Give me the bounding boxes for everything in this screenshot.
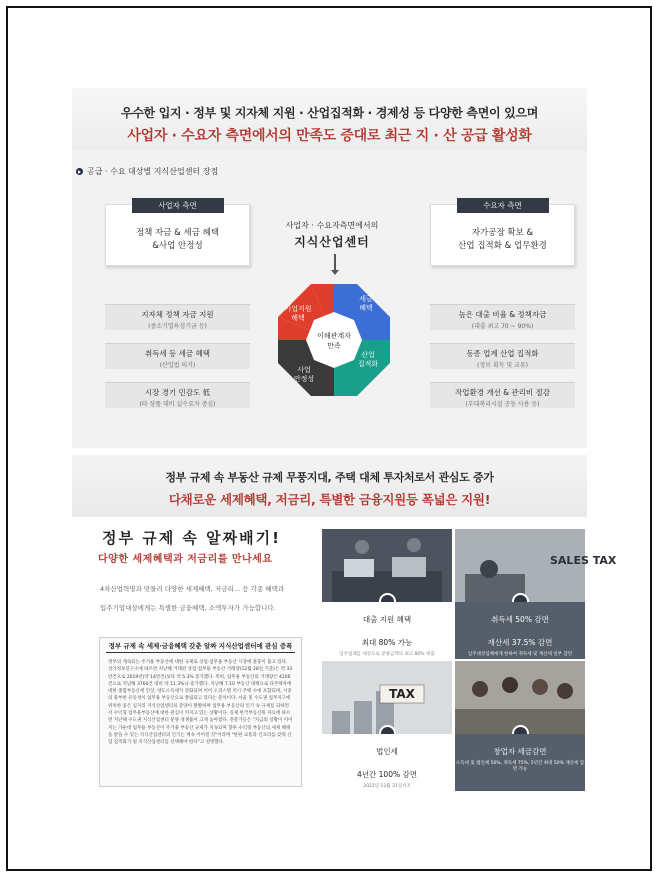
octagon-br-line-2: 집적화 [357,360,379,368]
benefits-desc-line-2: 입주기업대상에게는 특별한 금융혜택, 소액투자가 가능합니다. [100,604,276,612]
tax-blocks-photo [322,661,452,734]
demand-list-item [430,382,575,408]
center-title [267,220,397,250]
demand-side-header: 수요자 측면 [457,198,549,213]
list-item-sub: (부대복리시설 공동 사용 등) [465,401,540,408]
acquisition-tax-tile [455,529,617,659]
business-side-line-2: &사업 안정성 [152,241,203,251]
headline-line-1: 우수한 입지 · 정부 및 지자체 지원 · 산업집적화 · 경제성 등 다양한 측면이 있으며 [120,106,539,120]
team-meeting-photo [455,661,585,734]
list-item-main: 높은 대출 비율 & 정책자금 [458,310,547,319]
list-item-main: 시장 경기 민감도 低 [144,388,211,397]
business-list-item [105,343,250,369]
list-item-main: 동종 업계 산업 집적화 [466,349,539,358]
center-title-line-1: 사업자 · 수요자측면에서의 [285,221,379,230]
list-item-sub: (중소기업육성기금 등) [148,323,207,330]
tile-title-2: 최대 80% 가능 [361,638,413,647]
octagon-tl-line-1: 기업지원 [284,305,312,313]
photo-tax-text: TAX [389,687,415,701]
tile-title-2: 4년간 100% 감면 [357,770,417,779]
startup-tax-tile [455,661,585,791]
benefits-subtitle: 다양한 세제혜택과 저금리를 만나세요 [98,554,273,565]
octagon-center-line-2: 만족 [327,342,341,350]
article-title: 정부 규제 속 세제·금융혜택 갖춘 알짜 지식산업센터에 관심 증폭 [106,638,295,653]
octagon-tr-line-1: 세금 [359,295,373,303]
business-side-header: 사업자 측면 [132,198,224,213]
tile-note: 2022년 12월 31일까지 [363,784,411,789]
business-side-box [105,201,250,266]
benefits-title: 정부 규제 속 알짜배기! [102,529,281,547]
list-item-main: 취득세 등 세금 혜택 [144,349,211,358]
tile-note: 입주업체를 대상으로 분양금액의 최고 80% 대출 [339,652,435,657]
list-item-main: 지자체 정책 자금 지원 [141,310,214,319]
tile-title-1: 법인세 [376,747,398,756]
news-article-clipping [99,637,302,787]
headline-line-2: 사업자 · 수요자 측면에서의 만족도 증대로 최근 지 · 산 공급 활성화 [127,128,532,144]
down-arrow-icon [334,254,336,270]
regulation-headline-band [72,455,587,517]
demand-side-line-2: 산업 집적화 & 업무환경 [458,241,547,251]
tile-title-1: 창업자 세금감면 [493,747,547,756]
list-item-sub: (타 상품 대비 실수요자 중심) [139,401,216,408]
section-subtitle [76,166,218,177]
article-body: 정부의 계속되는 주거용 부동산에 대한 규제로 상업·업무용 부동산 시장에 훈풍이 불고 있다. 상가정보연구소에 따르면 지난해 거래된 상업·업무용 부동산 거래량(12월 28일 기준)은 약 33만건으로 2019년(약 14만건)보다 약 5.3% 증가했다. 특히, 업무용 부동산의 거래량은 4206건으로 지난해 3760건 대비 약 11.3%나 증가했다. 지난해 7.10 부동산 대책으로 다주택자에 대한 종합부동산세 인상, 양도소득세가 강화되며 이어 오피스텔 역시 주택 수에 포함되며, 시중의 풍부한 유동성이 업무용 부동산으로 쏠림되고 있다는 분석이다. 서울 및 수도권 업무지구에 위치한 좋은 입지의 지식산업센터의 분양이 활발하며 업무용 부동산의 인기 속 규제를 피하면서 수익형 업무용부동산에 대한 관심이 커지고 있는 상황이다. 실제 한국부동산원 자료에 따르면 지난해 수도권 지식산업센터 분양 경쟁률이 크게 높아졌다. 전문가들은 "지금의 상황이 이어지는 가운데 업무용 부동산이 주거용 부동산 규제가 지속되며 향후 수익형 부동산의 세제 혜택을 받을 수 있는 지식산업센터의 인기는 계속 이어질 것"이라며 "한편 교통과 인프라를 갖춰 산업 집적화가 될 지식산업센터를 선택해야 한다"고 설명했다. [108,660,293,746]
photo-sales-tax-text: SALES TAX [550,554,617,567]
octagon-tl-line-2: 혜택 [291,314,305,322]
tile-note: 입주대상업체에게 한하여 취득세 및 재산세 일부 감면 [467,652,573,657]
benefits-desc-line-1: 4차산업혁명과 맞물려 다양한 세제혜택, 저금리… 등 각종 혜택과 [100,585,285,593]
octagon-bl-line-2: 안정성 [293,375,315,383]
business-list-item [105,382,250,408]
stakeholder-octagon-diagram [278,284,390,396]
sales-tax-photo [455,529,617,602]
tile-title-2: 재산세 37.5% 감면 [487,638,553,647]
loan-support-tile [322,529,452,659]
headline-band [72,88,587,150]
list-item-sub: (대출 최고 70 ~ 90%) [471,323,534,330]
list-item-sub: (산업법 의거) [159,362,196,369]
list-item-main: 작업환경 개선 & 관리비 절감 [454,388,551,397]
demand-side-line-1: 자가공장 확보 & [471,228,534,238]
regulation-headline-line-2: 다채로운 세제혜택, 저금리, 특별한 금융지원등 폭넓은 지원! [168,492,491,507]
tile-note: 소득세 및 법인세 50%, 취득세 75%, 5년간 최대 50% 재산세 감면 가능 [455,761,585,772]
tile-title-1: 대출 지원 혜택 [362,615,412,624]
demand-list-item [430,343,575,369]
business-side-line-1: 정책 자금 & 세금 혜택 [135,228,220,238]
center-title-line-2: 지식산업센터 [294,235,370,249]
octagon-tr-line-2: 혜택 [359,304,373,312]
office-meeting-photo [322,529,452,602]
regulation-headline-line-1: 정부 규제 속 부동산 규제 무풍지대, 주택 대체 투자처로서 관심도 증가 [165,471,494,484]
business-list-item [105,304,250,330]
section-subtitle-text: 공급 · 수요 대상별 지식산업센터 장점 [87,167,219,176]
demand-side-box [430,201,575,266]
benefits-section [72,517,617,793]
octagon-center-line-1: 이해관계자 [317,332,351,340]
corporate-tax-tile [322,661,452,791]
octagon-center [306,312,362,368]
demand-list-item [430,304,575,330]
tile-title-1: 취득세 50% 감면 [491,615,549,624]
list-item-sub: (정보 획득 및 교류) [477,362,528,369]
advantages-section [72,88,587,448]
octagon-br-line-1: 산업 [361,351,375,359]
octagon-bl-line-1: 사업 [297,366,311,374]
benefit-tiles-grid [322,529,617,791]
play-bullet-icon [76,168,83,175]
